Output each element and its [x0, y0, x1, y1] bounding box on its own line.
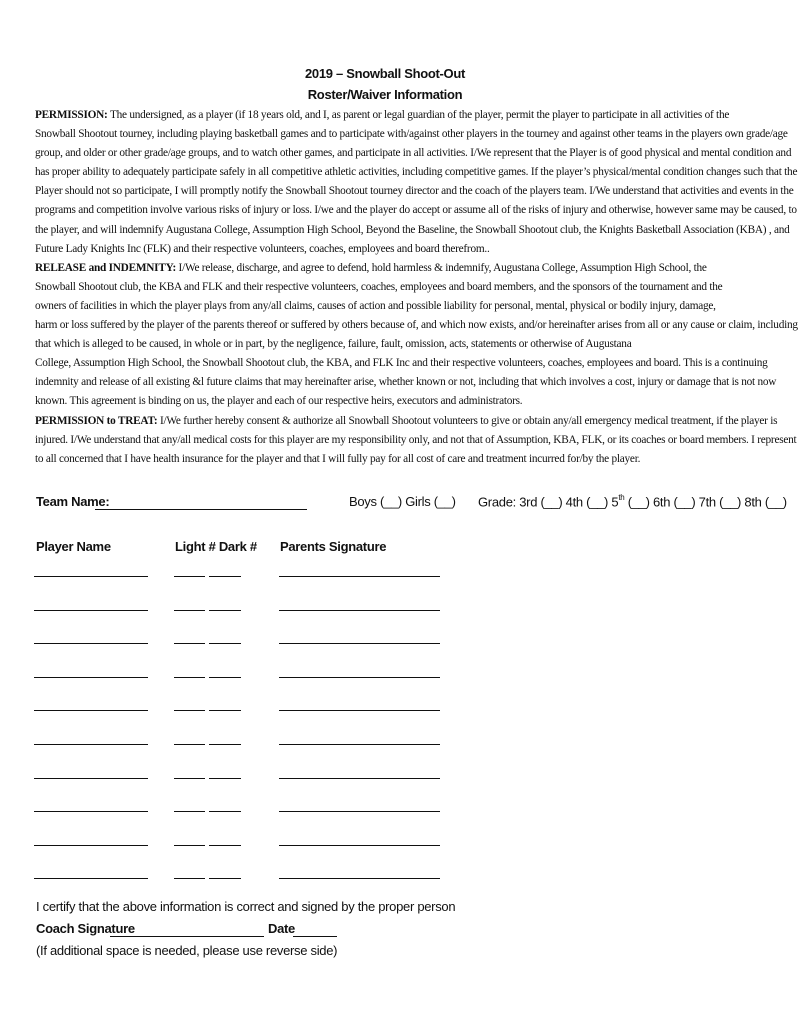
boys-girls-selector[interactable]: Boys (__) Girls (__): [349, 494, 456, 509]
date-line[interactable]: [293, 936, 337, 937]
parent-signature-line[interactable]: [279, 811, 440, 812]
dark-number-line[interactable]: [209, 643, 241, 644]
grade-superscript: th: [618, 493, 625, 502]
waiver-line: [35, 259, 737, 278]
waiver-line: [35, 278, 737, 297]
waiver-line-text: indemnity and release of all existing &l future claims that may hereinafter arise, whether known or not, including that which involves a cost, injury or damage that is not now: [35, 376, 777, 389]
date-label: Date: [268, 921, 295, 936]
parent-signature-line[interactable]: [279, 610, 440, 611]
dark-number-line[interactable]: [209, 878, 241, 879]
waiver-line: [35, 373, 777, 392]
player-name-line[interactable]: [34, 643, 148, 644]
waiver-line: [35, 106, 737, 125]
roster-row: [0, 677, 770, 679]
player-name-line[interactable]: [34, 845, 148, 846]
column-header-parents-signature: Parents Signature: [280, 539, 387, 554]
dark-number-line[interactable]: [209, 811, 241, 812]
light-number-line[interactable]: [174, 710, 205, 711]
coach-signature-label: Coach Signature: [36, 921, 135, 936]
form-title: 2019 – Snowball Shoot-Out: [304, 66, 466, 81]
roster-row: [0, 811, 770, 813]
light-number-line[interactable]: [174, 610, 205, 611]
dark-number-line[interactable]: [209, 778, 241, 779]
waiver-line-text: Snowball Shootout tourney, including playing basketball games and to participate with/against other players in the tourney and against other teams in the players own grade/age: [35, 128, 788, 141]
waiver-line: [35, 335, 737, 354]
player-name-line[interactable]: [34, 677, 148, 678]
coach-signature-line[interactable]: [110, 936, 264, 937]
grade-text-end: (__) 6th (__) 7th (__) 8th (__): [624, 494, 787, 510]
waiver-section-label: PERMISSION to TREAT:: [35, 414, 158, 427]
roster-row: [0, 610, 770, 612]
certification-statement: I certify that the above information is correct and signed by the proper person: [36, 899, 456, 914]
player-name-line[interactable]: [34, 878, 148, 879]
player-name-line[interactable]: [34, 811, 148, 812]
waiver-line: [35, 412, 778, 431]
roster-row: [0, 643, 770, 645]
parent-signature-line[interactable]: [279, 710, 440, 711]
waiver-line: [35, 431, 797, 450]
parent-signature-line[interactable]: [279, 845, 440, 846]
waiver-line: [35, 354, 768, 373]
waiver-line: [35, 182, 794, 201]
parent-signature-line[interactable]: [279, 878, 440, 879]
waiver-line-text: injured. I/We understand that any/all medical costs for this player are my responsibility only, and not that of Assumption, KBA, FLK, or its coaches or board members. I represent: [35, 433, 797, 446]
light-number-line[interactable]: [174, 677, 205, 678]
column-header-light-dark: Light # Dark #: [175, 539, 257, 554]
player-name-line[interactable]: [34, 744, 148, 745]
waiver-line-text: that which is alleged to be caused, in whole or in part, by the negligence, failure, fault, omission, acts, statements or otherwise of Augustana: [35, 338, 632, 351]
waiver-line-text: Snowball Shootout club, the KBA and FLK and their respective volunteers, coaches, employees and board members, and the sponsors of the tournament and the: [35, 280, 723, 293]
roster-row: [0, 778, 770, 780]
light-number-line[interactable]: [174, 744, 205, 745]
light-number-line[interactable]: [174, 778, 205, 779]
light-number-line[interactable]: [174, 643, 205, 644]
player-name-line[interactable]: [34, 710, 148, 711]
waiver-line-text: I/We release, discharge, and agree to defend, hold harmless & indemnify, Augustana College, Assumption High School, the: [175, 261, 707, 274]
waiver-line-text: to all concerned that I have health insurance for the player and that I will fully pay for all cost of care and treatment incurred for/by the player.: [35, 452, 641, 465]
waiver-line-text: owners of facilities in which the player plays from any/all claims, causes of action and possible liability for personal, mental, physical or bodily injury, damage,: [35, 299, 716, 312]
waiver-line-text: Player should not so participate, I will promptly notify the Snowball Shootout tourney director and the coach of the players team. I/We understand that activities and events in the: [35, 185, 794, 198]
dark-number-line[interactable]: [209, 576, 241, 577]
roster-row: [0, 710, 770, 712]
player-name-line[interactable]: [34, 576, 148, 577]
parent-signature-line[interactable]: [279, 576, 440, 577]
player-name-line[interactable]: [34, 610, 148, 611]
waiver-line: [35, 240, 737, 259]
grade-text-start: Grade: 3rd (__) 4th (__) 5: [478, 494, 619, 510]
roster-row: [0, 845, 770, 847]
waiver-section-label: RELEASE and INDEMNITY:: [35, 261, 176, 274]
waiver-text: [35, 106, 798, 469]
waiver-section-label: PERMISSION:: [35, 109, 108, 121]
waiver-line: [35, 392, 737, 411]
form-subtitle: Roster/Waiver Information: [307, 87, 463, 102]
parent-signature-line[interactable]: [279, 677, 440, 678]
dark-number-line[interactable]: [209, 845, 241, 846]
parent-signature-line[interactable]: [279, 778, 440, 779]
waiver-line-text: The undersigned, as a player (if 18 years old, and I, as parent or legal guardian of the player, permit the player to participate in all activities of the: [107, 109, 730, 121]
roster-row: [0, 576, 770, 578]
waiver-line: [35, 201, 797, 220]
waiver-line-text: known. This agreement is binding on us, the player and each of our respective heirs, executors and administrators.: [35, 395, 523, 408]
grade-selector[interactable]: [478, 494, 787, 509]
column-header-player-name: Player Name: [36, 539, 111, 554]
waiver-line-text: the player, and will indemnify Augustana College, Assumption High School, Beyond the Baseline, the Snowball Shootout club, the Knights Basketball Association (KBA) , and: [35, 223, 790, 236]
dark-number-line[interactable]: [209, 677, 241, 678]
waiver-line-text: group, and older or other grade/age groups, and to watch other games, and participate in all activities. I/We represent that the Player is of good physical and mental condition and: [35, 147, 792, 160]
waiver-line-text: harm or loss suffered by the player of the parents thereof or suffered by others because of, and which now exists, and/or hereinafter arises from all or any cause or claim, including: [35, 319, 798, 332]
parent-signature-line[interactable]: [279, 744, 440, 745]
waiver-line: [35, 221, 790, 240]
waiver-line: [35, 125, 788, 144]
dark-number-line[interactable]: [209, 710, 241, 711]
waiver-line-text: Future Lady Knights Inc (FLK) and their respective volunteers, coaches, employees and board therefrom..: [35, 242, 490, 255]
light-number-line[interactable]: [174, 845, 205, 846]
waiver-line: [35, 163, 798, 182]
additional-space-note: (If additional space is needed, please use reverse side): [36, 943, 338, 958]
waiver-line: [35, 316, 798, 335]
waiver-line-text: programs and competition involve various risks of injury or loss. I/we and the player do accept or assume all of the risks of injury and otherwise, however same may be caused, to: [35, 204, 797, 217]
waiver-line-text: has proper ability to adequately participate safely in all competitive athletic activities, including competitive games. If the player’s physical/mental condition changes such that the: [35, 166, 798, 179]
waiver-line-text: I/We further hereby consent & authorize all Snowball Shootout volunteers to give or obtain any/all emergency medical treatment, if the player is: [157, 414, 778, 427]
team-name-label: Team Name:: [36, 494, 110, 509]
light-number-line[interactable]: [174, 811, 205, 812]
roster-row: [0, 878, 770, 880]
roster-row: [0, 744, 770, 746]
player-name-line[interactable]: [34, 778, 148, 779]
dark-number-line[interactable]: [209, 610, 241, 611]
waiver-line: [35, 297, 737, 316]
light-number-line[interactable]: [174, 576, 205, 577]
waiver-line: [35, 144, 792, 163]
parent-signature-line[interactable]: [279, 643, 440, 644]
waiver-line-text: College, Assumption High School, the Snowball Shootout club, the KBA, and FLK Inc and their respective volunteers, coaches, employees and board. This is a continuing: [35, 357, 768, 370]
light-number-line[interactable]: [174, 878, 205, 879]
waiver-line: [35, 450, 737, 469]
dark-number-line[interactable]: [209, 744, 241, 745]
team-name-line[interactable]: [95, 509, 307, 510]
